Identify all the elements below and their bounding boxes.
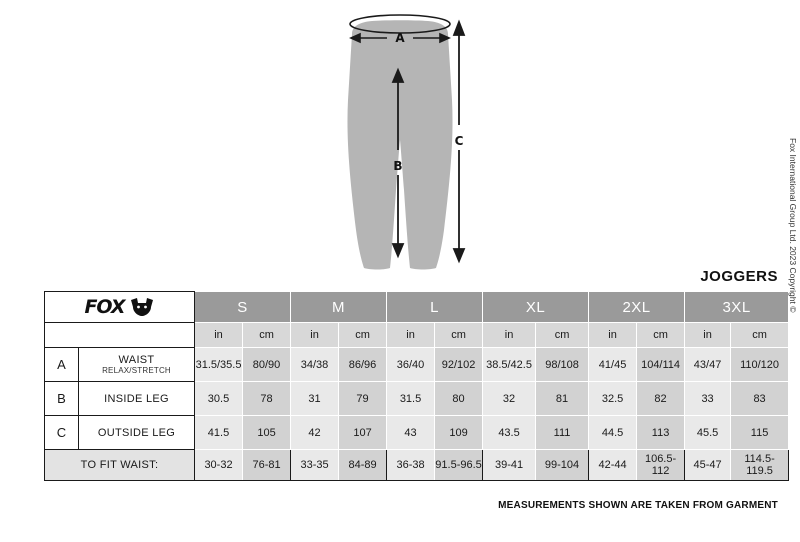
size-header-2xl: 2XL — [589, 292, 685, 323]
cell-c-xl-in: 43.5 — [483, 416, 536, 450]
cell-fit-xl-cm: 99-104 — [536, 450, 589, 481]
row-label-waist-text: WAIST — [118, 354, 155, 366]
page-title: JOGGERS — [700, 268, 778, 285]
cell-c-2xl-cm: 113 — [637, 416, 685, 450]
unit-header-2xl-in: in — [589, 323, 637, 348]
cell-fit-3xl-in: 45-47 — [685, 450, 731, 481]
size-chart-table — [44, 291, 789, 481]
unit-header-m-cm: cm — [339, 323, 387, 348]
cell-c-3xl-cm: 115 — [731, 416, 789, 450]
table-row — [45, 348, 789, 382]
size-header-xl: XL — [483, 292, 589, 323]
unit-header-3xl-cm: cm — [731, 323, 789, 348]
cell-b-s-cm: 78 — [243, 382, 291, 416]
cell-a-l-cm: 92/102 — [435, 348, 483, 382]
cell-fit-m-in: 33-35 — [291, 450, 339, 481]
cell-c-m-cm: 107 — [339, 416, 387, 450]
row-letter-b: B — [45, 382, 79, 416]
cell-a-2xl-in: 41/45 — [589, 348, 637, 382]
row-letter-c: C — [45, 416, 79, 450]
cell-c-m-in: 42 — [291, 416, 339, 450]
brand-name: FOX — [84, 296, 125, 318]
row-label-outside-leg-text: OUTSIDE LEG — [97, 426, 176, 439]
unit-header-xl-in: in — [483, 323, 536, 348]
cell-c-3xl-in: 45.5 — [685, 416, 731, 450]
cell-a-xl-cm: 98/108 — [536, 348, 589, 382]
cell-a-3xl-in: 43/47 — [685, 348, 731, 382]
unit-header-s-cm: cm — [243, 323, 291, 348]
size-header-s: S — [195, 292, 291, 323]
cell-b-m-cm: 79 — [339, 382, 387, 416]
cell-fit-s-in: 30-32 — [195, 450, 243, 481]
measurements-note: MEASUREMENTS SHOWN ARE TAKEN FROM GARMENT — [498, 500, 778, 511]
fox-head-icon — [129, 297, 155, 317]
cell-fit-2xl-in: 42-44 — [589, 450, 637, 481]
unit-header-l-cm: cm — [435, 323, 483, 348]
row-letter-a: A — [45, 348, 79, 382]
cell-fit-2xl-cm: 106.5-112 — [637, 450, 685, 481]
table-row — [45, 382, 789, 416]
row-label-outside-leg — [79, 416, 195, 450]
size-header-l: L — [387, 292, 483, 323]
brand-logo-cell — [45, 292, 195, 323]
cell-b-2xl-in: 32.5 — [589, 382, 637, 416]
row-label-waist — [79, 348, 195, 382]
label-a: A — [395, 31, 405, 45]
cell-b-xl-in: 32 — [483, 382, 536, 416]
cell-b-s-in: 30.5 — [195, 382, 243, 416]
unit-header-l-in: in — [387, 323, 435, 348]
cell-b-l-cm: 80 — [435, 382, 483, 416]
cell-c-s-cm: 105 — [243, 416, 291, 450]
cell-fit-l-cm: 91.5-96.5 — [435, 450, 483, 481]
unit-header-s-in: in — [195, 323, 243, 348]
cell-a-xl-in: 38.5/42.5 — [483, 348, 536, 382]
cell-a-3xl-cm: 110/120 — [731, 348, 789, 382]
row-label-inside-leg-text: INSIDE LEG — [104, 392, 169, 405]
row-label-inside-leg — [79, 382, 195, 416]
row-label-to-fit-waist: TO FIT WAIST: — [45, 450, 195, 481]
joggers-silhouette — [347, 20, 452, 269]
cell-fit-m-cm: 84-89 — [339, 450, 387, 481]
unit-header-blank — [45, 323, 195, 348]
cell-a-s-in: 31.5/35.5 — [195, 348, 243, 382]
cell-b-m-in: 31 — [291, 382, 339, 416]
cell-c-s-in: 41.5 — [195, 416, 243, 450]
cell-b-2xl-cm: 82 — [637, 382, 685, 416]
table-row — [45, 416, 789, 450]
unit-header-2xl-cm: cm — [637, 323, 685, 348]
cell-fit-3xl-cm: 114.5-119.5 — [731, 450, 789, 481]
cell-b-xl-cm: 81 — [536, 382, 589, 416]
unit-header-xl-cm: cm — [536, 323, 589, 348]
cell-b-3xl-cm: 83 — [731, 382, 789, 416]
cell-a-m-cm: 86/96 — [339, 348, 387, 382]
cell-fit-xl-in: 39-41 — [483, 450, 536, 481]
cell-a-l-in: 36/40 — [387, 348, 435, 382]
cell-fit-l-in: 36-38 — [387, 450, 435, 481]
size-header-3xl: 3XL — [685, 292, 789, 323]
cell-b-l-in: 31.5 — [387, 382, 435, 416]
table-row-fit-waist — [45, 450, 789, 481]
table-header-units — [45, 323, 789, 348]
unit-header-3xl-in: in — [685, 323, 731, 348]
cell-b-3xl-in: 33 — [685, 382, 731, 416]
cell-a-s-cm: 80/90 — [243, 348, 291, 382]
label-b: B — [393, 159, 403, 173]
table-header-sizes — [45, 292, 789, 323]
cell-c-l-in: 43 — [387, 416, 435, 450]
row-label-waist-sub: RELAX/STRETCH — [102, 366, 171, 375]
copyright-notice: Fox International Group Ltd. 2023 Copyright © — [788, 138, 798, 313]
cell-fit-s-cm: 76-81 — [243, 450, 291, 481]
cell-a-2xl-cm: 104/114 — [637, 348, 685, 382]
label-c: C — [454, 134, 464, 148]
cell-a-m-in: 34/38 — [291, 348, 339, 382]
size-header-m: M — [291, 292, 387, 323]
cell-c-2xl-in: 44.5 — [589, 416, 637, 450]
cell-c-xl-cm: 111 — [536, 416, 589, 450]
unit-header-m-in: in — [291, 323, 339, 348]
cell-c-l-cm: 109 — [435, 416, 483, 450]
